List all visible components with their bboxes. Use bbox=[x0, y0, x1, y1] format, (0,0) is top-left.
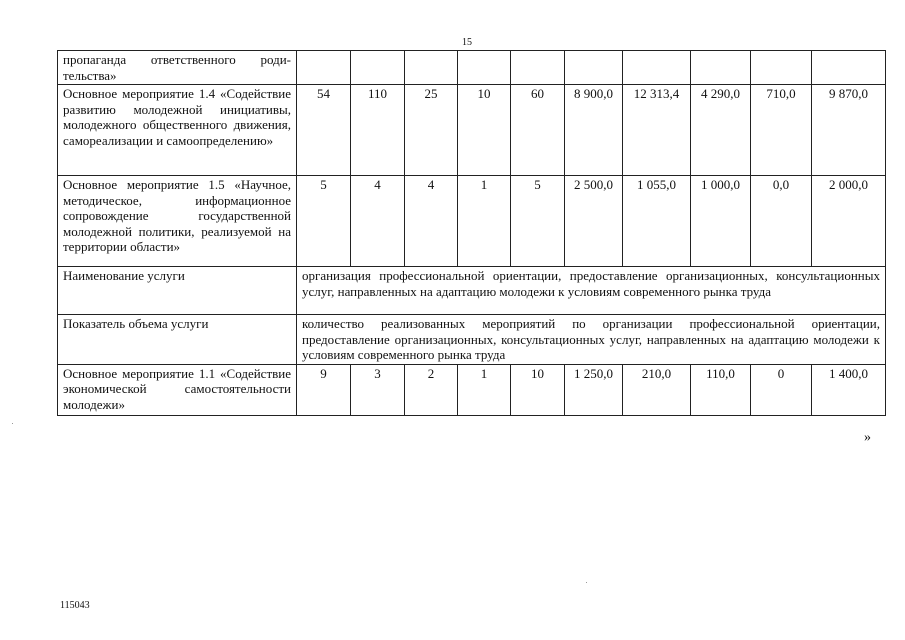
service-row bbox=[58, 315, 886, 365]
value-cell: 210,0 bbox=[623, 364, 691, 415]
value-cell: 25 bbox=[405, 85, 458, 176]
value-cell bbox=[351, 51, 405, 85]
value-cell: 1 000,0 bbox=[691, 176, 751, 267]
value-cell: 4 bbox=[405, 176, 458, 267]
table-row bbox=[58, 51, 886, 85]
service-row bbox=[58, 267, 886, 315]
row-name-cell: пропаганда ответственного родительства» bbox=[58, 51, 297, 85]
value-cell: 12 313,4 bbox=[623, 85, 691, 176]
value-cell: 9 870,0 bbox=[812, 85, 886, 176]
value-cell: 0 bbox=[751, 364, 812, 415]
table-row bbox=[58, 176, 886, 267]
value-cell: 5 bbox=[511, 176, 565, 267]
service-description-cell: организация профессиональной ориентации, предоставление организационных, консультационных услуг, направленных на адаптацию молодежи к условиям современного рынка труда bbox=[297, 267, 886, 315]
value-cell: 9 bbox=[297, 364, 351, 415]
value-cell: 3 bbox=[351, 364, 405, 415]
row-name-cell: Основное мероприятие 1.4 «Содействие развитию молодежной инициативы, молодежного общественного движения, самореализации и самоопределению» bbox=[58, 85, 297, 176]
service-description-cell: количество реализованных мероприятий по организации профессиональной ориентации, предоставление организационных, консультационных услуг, направленных на адаптацию молодежи к условиям современного рынка труда bbox=[297, 315, 886, 365]
value-cell: 54 bbox=[297, 85, 351, 176]
scan-speck bbox=[586, 582, 587, 583]
scan-speck bbox=[12, 423, 13, 424]
value-cell bbox=[812, 51, 886, 85]
value-cell: 10 bbox=[511, 364, 565, 415]
value-cell: 2 500,0 bbox=[565, 176, 623, 267]
value-cell bbox=[751, 51, 812, 85]
value-cell bbox=[405, 51, 458, 85]
value-cell: 110 bbox=[351, 85, 405, 176]
value-cell bbox=[623, 51, 691, 85]
value-cell bbox=[691, 51, 751, 85]
value-cell bbox=[458, 51, 511, 85]
value-cell bbox=[511, 51, 565, 85]
value-cell: 1 bbox=[458, 364, 511, 415]
value-cell: 8 900,0 bbox=[565, 85, 623, 176]
closing-quote: » bbox=[864, 430, 871, 445]
row-name-cell: Наименование услуги bbox=[58, 267, 297, 315]
table-row bbox=[58, 85, 886, 176]
value-cell: 4 290,0 bbox=[691, 85, 751, 176]
value-cell: 60 bbox=[511, 85, 565, 176]
value-cell: 110,0 bbox=[691, 364, 751, 415]
value-cell: 5 bbox=[297, 176, 351, 267]
document-code: 115043 bbox=[60, 600, 90, 611]
value-cell bbox=[565, 51, 623, 85]
table-body bbox=[58, 51, 886, 416]
row-name-cell: Показатель объема услуги bbox=[58, 315, 297, 365]
value-cell: 4 bbox=[351, 176, 405, 267]
row-name-cell: Основное мероприятие 1.1 «Содействие экономической самостоятельности молодежи» bbox=[58, 364, 297, 415]
value-cell: 10 bbox=[458, 85, 511, 176]
value-cell: 1 bbox=[458, 176, 511, 267]
value-cell: 1 055,0 bbox=[623, 176, 691, 267]
value-cell: 2 bbox=[405, 364, 458, 415]
program-table bbox=[57, 50, 886, 416]
value-cell: 1 400,0 bbox=[812, 364, 886, 415]
value-cell: 1 250,0 bbox=[565, 364, 623, 415]
value-cell: 0,0 bbox=[751, 176, 812, 267]
page-number: 15 bbox=[462, 37, 472, 48]
row-name-cell: Основное мероприятие 1.5 «Научное, методическое, информационное сопровождение государственной молодежной политики, реализуемой на территории области» bbox=[58, 176, 297, 267]
value-cell bbox=[297, 51, 351, 85]
table-row bbox=[58, 364, 886, 415]
value-cell: 710,0 bbox=[751, 85, 812, 176]
value-cell: 2 000,0 bbox=[812, 176, 886, 267]
